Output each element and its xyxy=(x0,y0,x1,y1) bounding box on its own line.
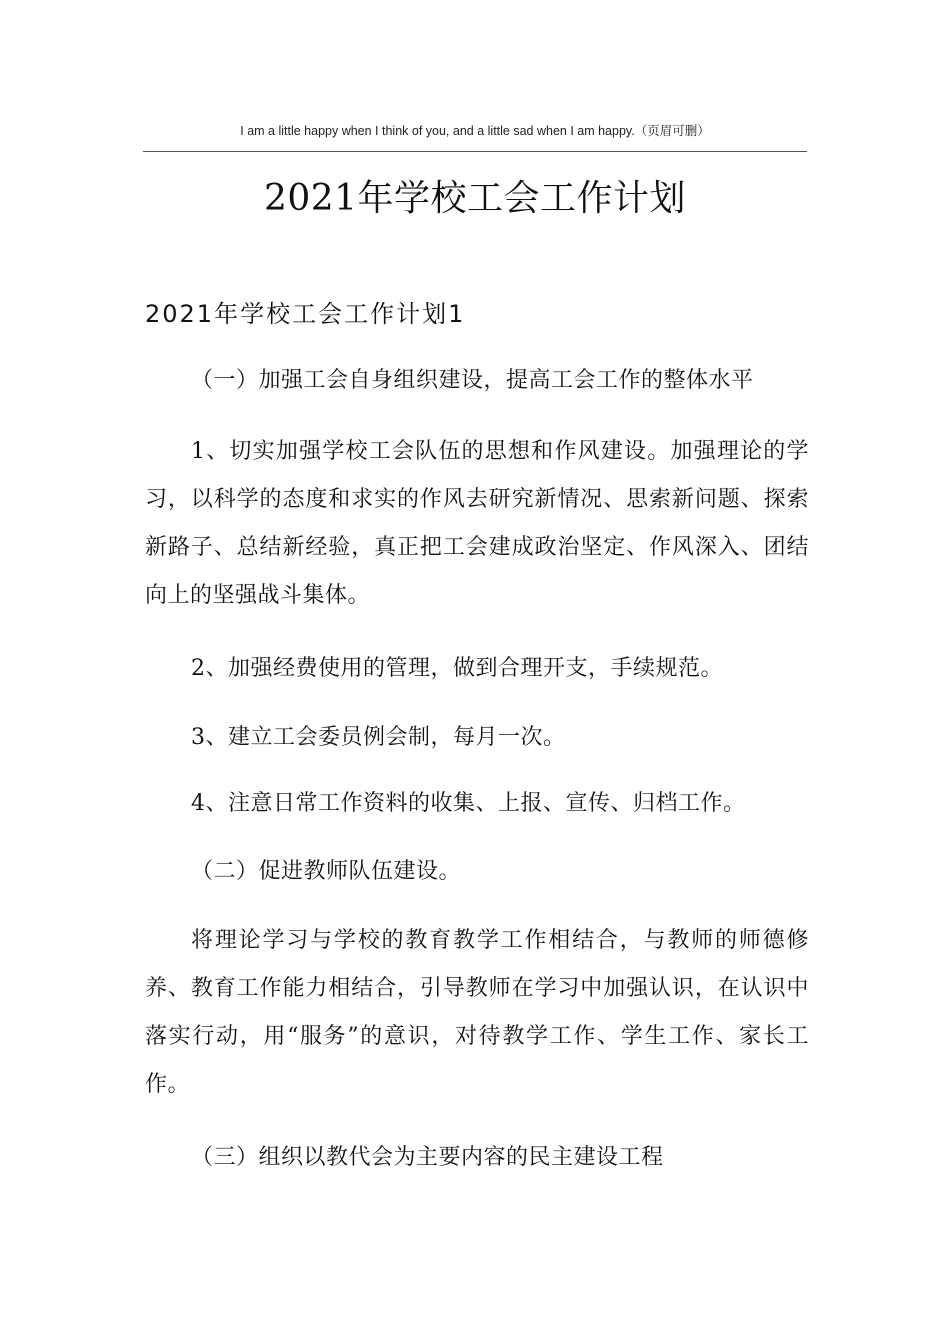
section-heading: 2021年学校工会工作计划1 xyxy=(145,300,466,328)
document-title: 2021年学校工会工作计划 xyxy=(263,178,687,219)
paragraph-body: 将理论学习与学校的教育教学工作相结合，与教师的师德修养、教育工作能力相结合，引导教师在学习中加强认识，在认识中落实行动，用“服务”的意识，对待教学工作、学生工作、家长工作。 xyxy=(145,928,809,1097)
paragraph-item-3: 3、建立工会委员例会制，每月一次。 xyxy=(191,725,566,750)
paragraph-subheading-1: （一）加强工会自身组织建设，提高工会工作的整体水平 xyxy=(191,368,754,393)
paragraph-subheading-2: （二）促进教师队伍建设。 xyxy=(191,859,462,884)
paragraph-subheading-3: （三）组织以教代会为主要内容的民主建设工程 xyxy=(191,1145,664,1170)
paragraph-item-1: 1、切实加强学校工会队伍的思想和作风建设。加强理论的学习，以科学的态度和求实的作风去研究新情况、思索新问题、探索新路子、总结新经验，真正把工会建成政治坚定、作风深入、团结向上的坚强战斗集体。 xyxy=(145,439,809,608)
header-divider xyxy=(143,151,807,152)
paragraph-item-4: 4、注意日常工作资料的收集、上报、宣传、归档工作。 xyxy=(191,791,746,816)
paragraph-item-2: 2、加强经费使用的管理，做到合理开支，手续规范。 xyxy=(191,656,723,681)
page-header: I am a little happy when I think of you, and a little sad when I am happy.（页眉可删） xyxy=(240,124,710,138)
